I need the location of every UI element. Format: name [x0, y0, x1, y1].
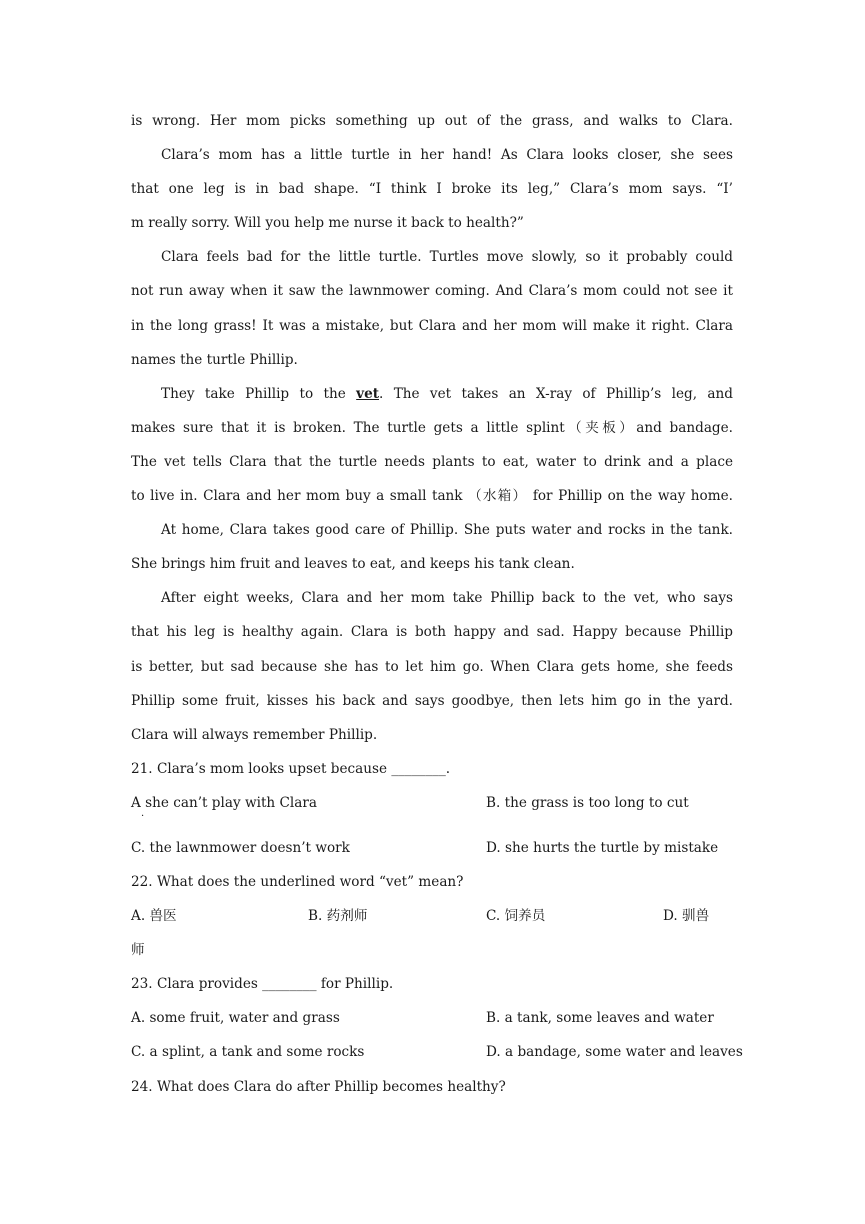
passage-line: She brings him fruit and leaves to eat, and keeps his tank clean. — [131, 556, 575, 573]
question-22-stem: 22. What does the underlined word “vet” mean? — [131, 873, 464, 890]
question-22-options-row — [131, 899, 733, 933]
passage-line: that one leg is in bad shape. “I think I broke its leg,” Clara’s mom says. “I’ — [131, 181, 733, 198]
passage-text: They take Phillip to the — [161, 385, 357, 402]
option-a: A she can’t play with Clara — [131, 794, 317, 811]
option-b: B. a tank, some leaves and water — [486, 1010, 714, 1027]
passage-line: Phillip some fruit, kisses his back and says goodbye, then lets him go in the yard. — [131, 692, 733, 709]
option-d: D. a bandage, some water and leaves — [486, 1044, 743, 1061]
question-24-stem: 24. What does Clara do after Phillip becomes healthy? — [131, 1078, 506, 1095]
passage-line: names the turtle Phillip. — [131, 351, 298, 368]
passage-line: Clara feels bad for the little turtle. Turtles move slowly, so it probably could — [161, 249, 733, 266]
question-23-options-row-2 — [131, 1035, 743, 1069]
option-c: C. 饲养员 — [486, 908, 546, 925]
document-page — [131, 104, 743, 1104]
emphasis-dot: · — [141, 810, 145, 822]
passage-line: Clara’s mom has a little turtle in her hand! As Clara looks closer, she sees — [161, 147, 733, 164]
passage-line: m really sorry. Will you help me nurse it back to health?” — [131, 215, 524, 232]
passage-text: . The vet takes an X-ray of Phillip’s leg, and — [379, 385, 733, 402]
option-b: B. 药剂师 — [308, 908, 368, 925]
passage-line: to live in. Clara and her mom buy a small tank （水箱） for Phillip on the way home. — [131, 488, 733, 505]
option-d: D. she hurts the turtle by mistake — [486, 839, 719, 856]
passage-line: Clara will always remember Phillip. — [131, 726, 378, 743]
passage-line: The vet tells Clara that the turtle needs plants to eat, water to drink and a place — [131, 453, 733, 470]
passage-line: in the long grass! It was a mistake, but Clara and her mom will make it right. Clara — [131, 317, 733, 334]
option-b: B. the grass is too long to cut — [486, 794, 689, 811]
question-23-stem: 23. Clara provides ________ for Phillip. — [131, 976, 394, 993]
passage-line: that his leg is healthy again. Clara is both happy and sad. Happy because Phillip — [131, 624, 733, 641]
question-21-stem: 21. Clara’s mom looks upset because ________. — [131, 760, 451, 777]
question-21-options-row-1 — [131, 786, 733, 831]
passage-line: not run away when it saw the lawnmower coming. And Clara’s mom could not see it — [131, 283, 733, 300]
underlined-word-vet: vet — [356, 385, 379, 402]
passage-line — [131, 377, 733, 411]
passage-line: After eight weeks, Clara and her mom take Phillip back to the vet, who says — [161, 590, 733, 607]
question-23-options-row-1 — [131, 1001, 733, 1035]
question-21-options-row-2 — [131, 831, 733, 865]
passage-line: is better, but sad because she has to let him go. When Clara gets home, she feeds — [131, 658, 733, 675]
passage-line: makes sure that it is broken. The turtle gets a little splint（夹板）and bandage. — [131, 419, 733, 436]
option-d: D. 驯兽 — [663, 908, 710, 925]
option-a: A. 兽医 — [131, 908, 177, 925]
passage-line: At home, Clara takes good care of Phillip. She puts water and rocks in the tank. — [161, 522, 733, 539]
option-d-continued: 师 — [131, 942, 145, 959]
option-c: C. a splint, a tank and some rocks — [131, 1044, 365, 1061]
option-c: C. the lawnmower doesn’t work — [131, 839, 350, 856]
passage-line: is wrong. Her mom picks something up out of the grass, and walks to Clara. — [131, 113, 733, 129]
option-a: A. some fruit, water and grass — [131, 1010, 340, 1027]
